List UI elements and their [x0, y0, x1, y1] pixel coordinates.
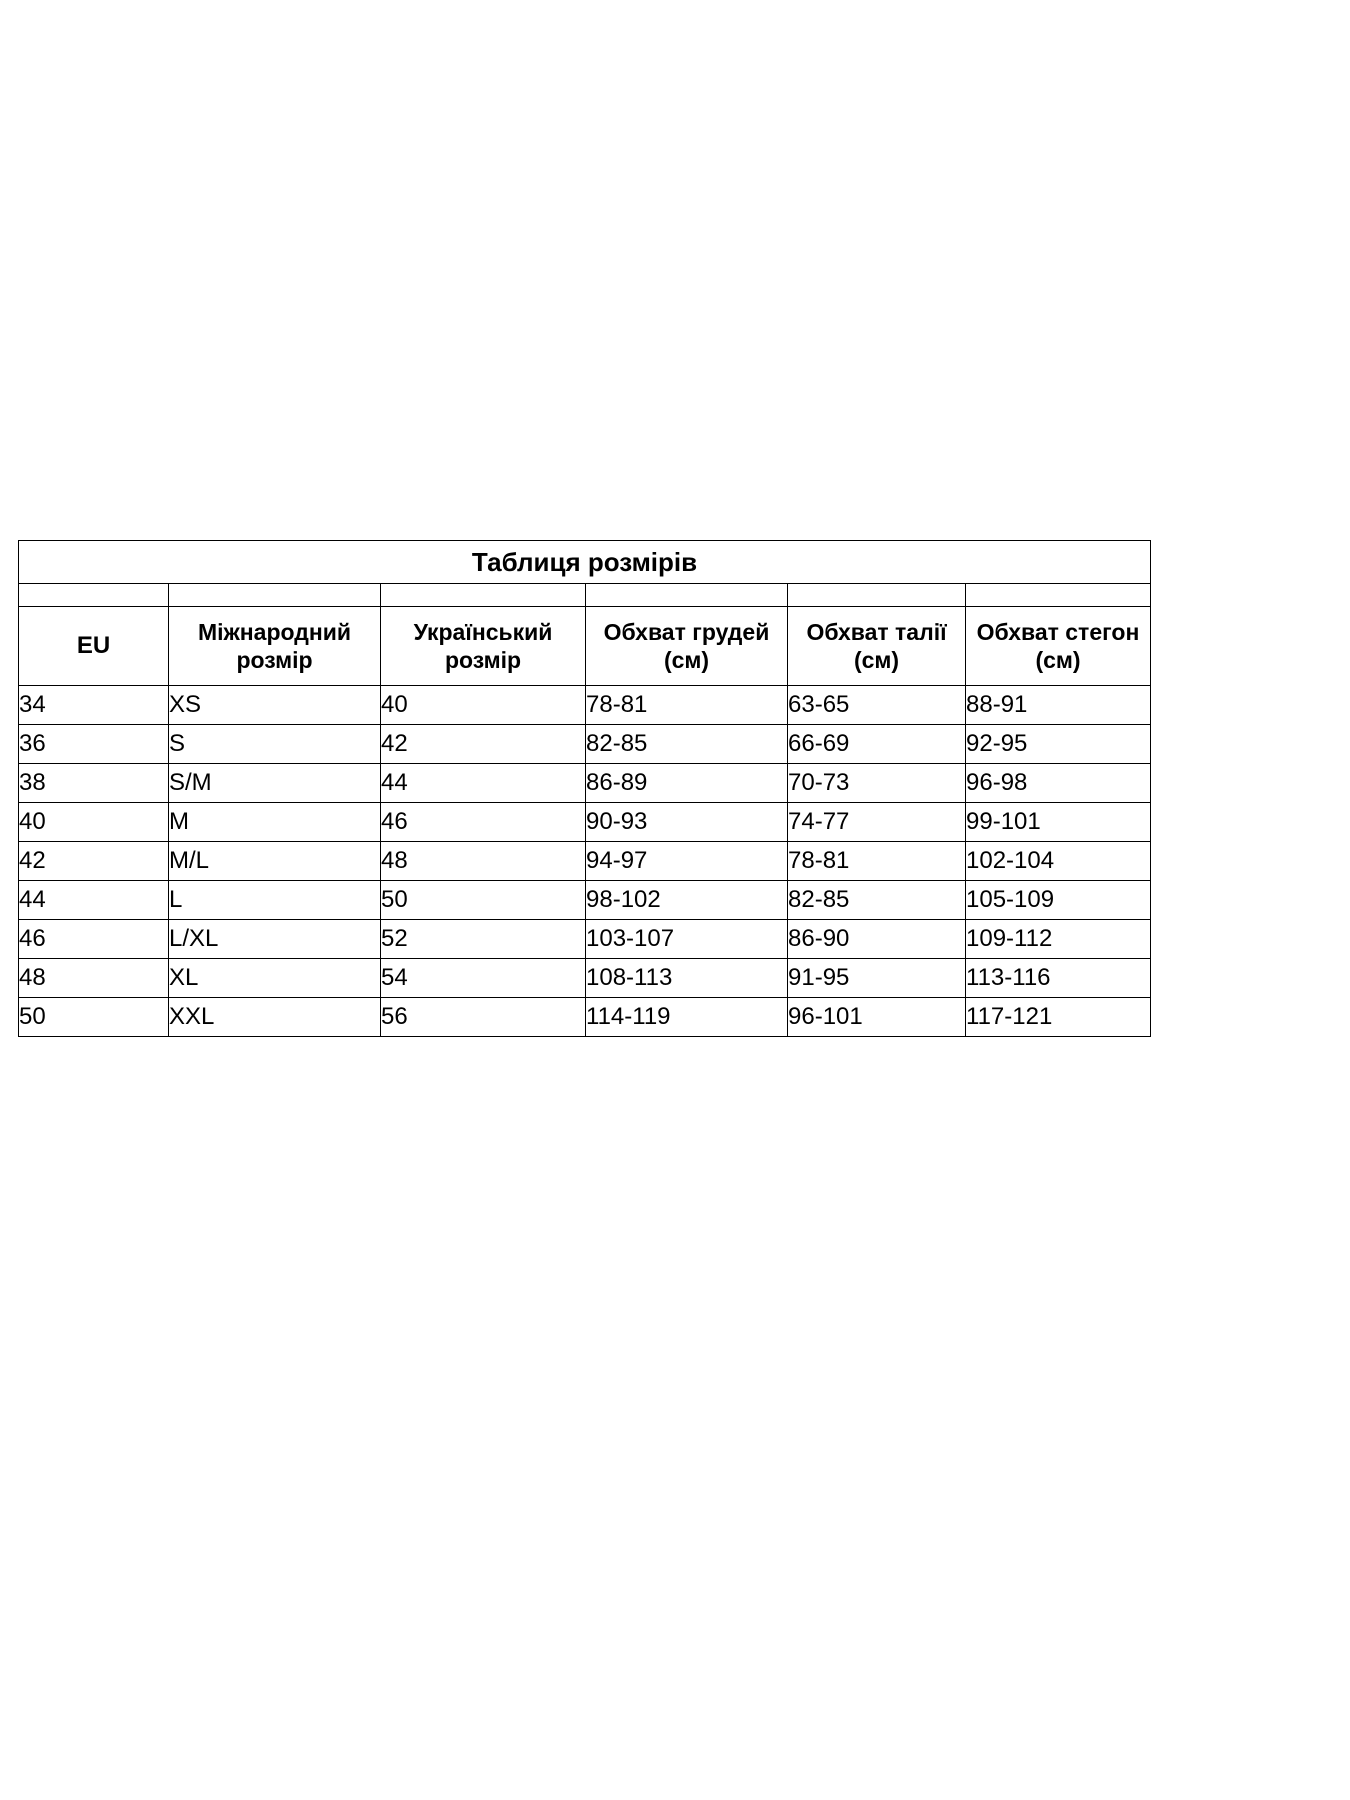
cell-waist: 91-95	[788, 959, 966, 998]
cell-ukrainian-size: 50	[381, 881, 586, 920]
cell-international-size: S/M	[169, 764, 381, 803]
cell-international-size: L/XL	[169, 920, 381, 959]
column-header-ukrainian-size: Український розмір	[381, 607, 586, 686]
cell-eu: 42	[19, 842, 169, 881]
table-row	[19, 842, 1151, 881]
cell-waist: 96-101	[788, 998, 966, 1037]
cell-ukrainian-size: 52	[381, 920, 586, 959]
table-row	[19, 881, 1151, 920]
cell-hips: 102-104	[966, 842, 1151, 881]
cell-hips: 92-95	[966, 725, 1151, 764]
cell-eu: 34	[19, 686, 169, 725]
cell-ukrainian-size: 40	[381, 686, 586, 725]
cell-chest: 94-97	[586, 842, 788, 881]
cell-eu: 50	[19, 998, 169, 1037]
cell-international-size: L	[169, 881, 381, 920]
cell-hips: 109-112	[966, 920, 1151, 959]
cell-waist: 63-65	[788, 686, 966, 725]
cell-chest: 108-113	[586, 959, 788, 998]
cell-hips: 96-98	[966, 764, 1151, 803]
cell-hips: 117-121	[966, 998, 1151, 1037]
cell-waist: 86-90	[788, 920, 966, 959]
cell-international-size: XL	[169, 959, 381, 998]
cell-international-size: XXL	[169, 998, 381, 1037]
cell-ukrainian-size: 54	[381, 959, 586, 998]
size-chart-container	[18, 540, 1150, 1037]
column-header-international-size: Міжнародний розмір	[169, 607, 381, 686]
table-row	[19, 920, 1151, 959]
cell-ukrainian-size: 56	[381, 998, 586, 1037]
cell-eu: 40	[19, 803, 169, 842]
cell-chest: 82-85	[586, 725, 788, 764]
column-header-eu: EU	[19, 607, 169, 686]
cell-chest: 78-81	[586, 686, 788, 725]
cell-eu: 38	[19, 764, 169, 803]
cell-waist: 70-73	[788, 764, 966, 803]
cell-international-size: M	[169, 803, 381, 842]
table-row	[19, 803, 1151, 842]
page-title: Таблиця розмірів	[19, 541, 1151, 584]
table-row	[19, 959, 1151, 998]
column-header-waist: Обхват талії (см)	[788, 607, 966, 686]
cell-eu: 46	[19, 920, 169, 959]
cell-international-size: XS	[169, 686, 381, 725]
spacer-cell	[381, 584, 586, 607]
cell-chest: 86-89	[586, 764, 788, 803]
table-title-row	[19, 541, 1151, 584]
cell-waist: 78-81	[788, 842, 966, 881]
cell-hips: 105-109	[966, 881, 1151, 920]
cell-international-size: M/L	[169, 842, 381, 881]
table-row	[19, 998, 1151, 1037]
cell-ukrainian-size: 44	[381, 764, 586, 803]
cell-eu: 48	[19, 959, 169, 998]
column-header-hips: Обхват стегон (см)	[966, 607, 1151, 686]
cell-international-size: S	[169, 725, 381, 764]
cell-eu: 36	[19, 725, 169, 764]
cell-waist: 82-85	[788, 881, 966, 920]
column-header-chest: Обхват грудей (см)	[586, 607, 788, 686]
cell-eu: 44	[19, 881, 169, 920]
size-chart-table	[18, 540, 1151, 1037]
cell-chest: 114-119	[586, 998, 788, 1037]
cell-ukrainian-size: 48	[381, 842, 586, 881]
table-row	[19, 725, 1151, 764]
spacer-cell	[788, 584, 966, 607]
spacer-cell	[966, 584, 1151, 607]
cell-hips: 113-116	[966, 959, 1151, 998]
cell-chest: 103-107	[586, 920, 788, 959]
cell-ukrainian-size: 42	[381, 725, 586, 764]
cell-chest: 98-102	[586, 881, 788, 920]
spacer-cell	[169, 584, 381, 607]
cell-waist: 74-77	[788, 803, 966, 842]
spacer-cell	[19, 584, 169, 607]
cell-ukrainian-size: 46	[381, 803, 586, 842]
spacer-cell	[586, 584, 788, 607]
cell-chest: 90-93	[586, 803, 788, 842]
table-row	[19, 764, 1151, 803]
table-row	[19, 686, 1151, 725]
table-header-row	[19, 607, 1151, 686]
cell-hips: 88-91	[966, 686, 1151, 725]
cell-hips: 99-101	[966, 803, 1151, 842]
cell-waist: 66-69	[788, 725, 966, 764]
table-spacer-row	[19, 584, 1151, 607]
